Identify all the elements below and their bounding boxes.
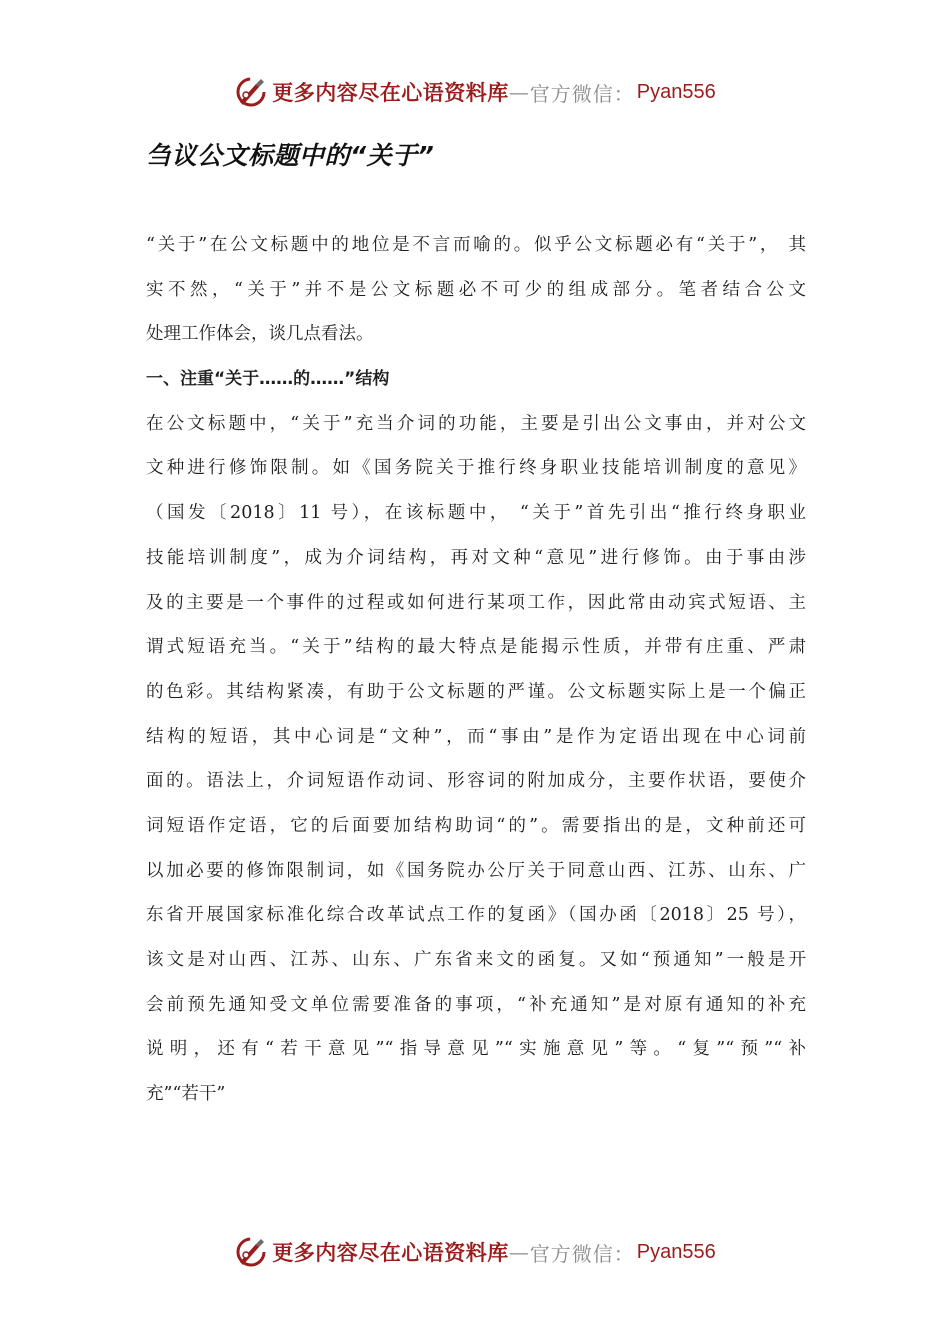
pen-swirl-logo-icon	[234, 75, 268, 109]
footer-banner	[0, 1232, 950, 1272]
body-line: （国发〔2018〕11 号），在该标题中， “关于”首先引出“推行终身职业	[146, 503, 806, 524]
body-line: 实不然，“关于”并不是公文标题必不可少的组成部分。笔者结合公文	[146, 279, 806, 300]
body-line: 充”“若干”	[146, 1084, 226, 1105]
article-body	[146, 223, 806, 1117]
pen-swirl-logo-icon	[234, 1235, 268, 1269]
body-line: “关于”在公文标题中的地位是不言而喻的。似乎公文标题必有“关于”， 其	[146, 235, 806, 255]
body-line: 处理工作体会，谈几点看法。	[146, 324, 374, 345]
body-line: 的色彩。其结构紧凑，有助于公文标题的严谨。公文标题实际上是一个偏正	[146, 681, 806, 702]
page-title: 刍议公文标题中的“关于”	[146, 141, 435, 170]
body-line: 词短语作定语，它的后面要加结构助词“的”。需要指出的是，文种前还可	[146, 815, 806, 836]
body-line: 以加必要的修饰限制词，如《国务院办公厅关于同意山西、江苏、山东、广	[146, 860, 806, 881]
banner-wechat-id: Pyan556	[636, 80, 716, 103]
section-heading: 一、注重“关于……的……”结构	[146, 369, 390, 390]
body-line: 技能培训制度”，成为介词结构，再对文种“意见”进行修饰。由于事由涉	[146, 547, 806, 568]
body-line: 面的。语法上，介词短语作动词、形容词的附加成分，主要作状语，要使介	[146, 771, 806, 792]
body-line: 在公文标题中，“关于”充当介词的功能，主要是引出公文事由，并对公文	[146, 413, 806, 434]
body-line: 东省开展国家标准化综合改革试点工作的复函》（国办函〔2018〕25 号），	[146, 905, 806, 926]
body-line: 会前预先通知受文单位需要准备的事项，“补充通知”是对原有通知的补充	[146, 994, 806, 1015]
body-line: 谓式短语充当。“关于”结构的最大特点是能揭示性质，并带有庄重、严肃	[146, 637, 806, 658]
banner-main-text: 更多内容尽在心语资料库	[272, 80, 509, 105]
body-line: 结构的短语，其中心词是“文种”，而“事由”是作为定语出现在中心词前	[146, 726, 806, 747]
body-line: 文种进行修饰限制。如《国务院关于推行终身职业技能培训制度的意见》	[146, 458, 806, 479]
banner-wechat-label: 官方微信：	[529, 1241, 635, 1266]
banner-dash: —	[508, 80, 530, 104]
banner-dash: —	[508, 1240, 530, 1264]
header-banner	[0, 72, 950, 112]
body-line: 说明，还有“若干意见”“指导意见”“实施意见”等。“复”“预”“补	[146, 1039, 806, 1060]
banner-wechat-label: 官方微信：	[529, 81, 635, 106]
body-line: 及的主要是一个事件的过程或如何进行某项工作，因此常由动宾式短语、主	[146, 592, 806, 613]
banner-main-text: 更多内容尽在心语资料库	[272, 1240, 509, 1265]
banner-wechat-id: Pyan556	[636, 1240, 716, 1263]
body-line: 该文是对山西、江苏、山东、广东省来文的函复。又如“预通知”一般是开	[146, 950, 806, 970]
